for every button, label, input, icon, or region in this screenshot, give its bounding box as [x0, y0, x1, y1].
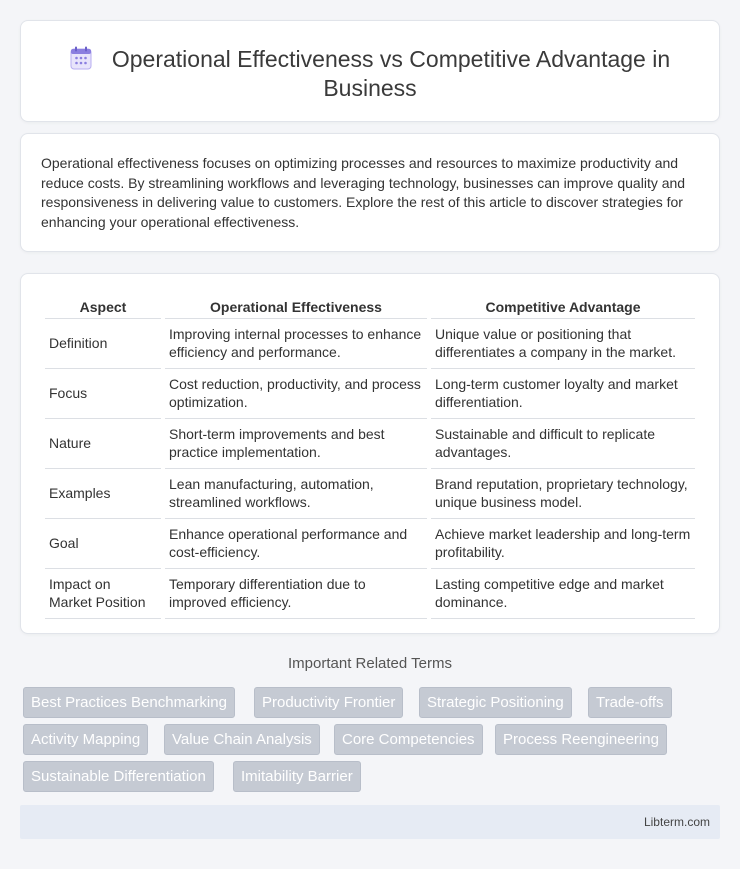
- cell-aspect: Definition: [45, 319, 161, 369]
- cell-aspect: Examples: [45, 469, 161, 519]
- comparison-table: [41, 296, 699, 619]
- cell-operational-effectiveness: Enhance operational performance and cost-efficiency.: [165, 519, 427, 569]
- intro-paragraph: Operational effectiveness focuses on optimizing processes and resources to maximize productivity and reduce costs. By streamlining workflows and leveraging technology, businesses can improve quality and responsiveness in delivering value to customers. Explore the rest of this article to discover strategies for enhancing your operational effectiveness.: [41, 155, 686, 230]
- intro-card: [20, 133, 720, 252]
- tag-trade-offs[interactable]: Trade-offs: [588, 687, 672, 718]
- related-terms-heading: Important Related Terms: [288, 655, 452, 672]
- page-title-wrap: [21, 45, 719, 103]
- cell-operational-effectiveness: Lean manufacturing, automation, streamlined workflows.: [165, 469, 427, 519]
- cell-operational-effectiveness: Short-term improvements and best practice implementation.: [165, 419, 427, 469]
- tag-process-reengineering[interactable]: Process Reengineering: [495, 724, 667, 755]
- page-title: Operational Effectiveness vs Competitive Advantage in Business: [111, 46, 671, 101]
- cell-operational-effectiveness: Improving internal processes to enhance efficiency and performance.: [165, 319, 427, 369]
- cell-competitive-advantage: Brand reputation, proprietary technology, unique business model.: [431, 469, 695, 519]
- cell-competitive-advantage: Lasting competitive edge and market dominance.: [431, 569, 695, 619]
- header-competitive-advantage: Competitive Advantage: [431, 296, 695, 319]
- cell-aspect: Focus: [45, 369, 161, 419]
- cell-operational-effectiveness: Cost reduction, productivity, and process optimization.: [165, 369, 427, 419]
- tag-productivity-frontier[interactable]: Productivity Frontier: [254, 687, 403, 718]
- comparison-table-card: [20, 273, 720, 634]
- header-card: [20, 20, 720, 122]
- footer-site-link[interactable]: Libterm.com: [643, 815, 710, 829]
- header-aspect: Aspect: [45, 296, 161, 319]
- cell-operational-effectiveness: Temporary differentiation due to improved efficiency.: [165, 569, 427, 619]
- tag-activity-mapping[interactable]: Activity Mapping: [23, 724, 148, 755]
- table-row: [45, 519, 695, 569]
- tag-best-practices-benchmarking[interactable]: Best Practices Benchmarking: [23, 687, 235, 718]
- tag-core-competencies[interactable]: Core Competencies: [334, 724, 483, 755]
- header-operational-effectiveness: Operational Effectiveness: [165, 296, 427, 319]
- cell-aspect: Goal: [45, 519, 161, 569]
- table-row: [45, 469, 695, 519]
- table-row: [45, 569, 695, 619]
- tag-strategic-positioning[interactable]: Strategic Positioning: [419, 687, 572, 718]
- cell-competitive-advantage: Unique value or positioning that differentiates a company in the market.: [431, 319, 695, 369]
- tag-value-chain-analysis[interactable]: Value Chain Analysis: [164, 724, 320, 755]
- table-row: [45, 419, 695, 469]
- cell-aspect: Nature: [45, 419, 161, 469]
- calendar-icon: [70, 46, 92, 70]
- cell-competitive-advantage: Sustainable and difficult to replicate advantages.: [431, 419, 695, 469]
- tag-imitability-barrier[interactable]: Imitability Barrier: [233, 761, 361, 792]
- table-row: [45, 369, 695, 419]
- table-row: [45, 319, 695, 369]
- footer: [20, 805, 720, 839]
- cell-competitive-advantage: Long-term customer loyalty and market differentiation.: [431, 369, 695, 419]
- cell-competitive-advantage: Achieve market leadership and long-term profitability.: [431, 519, 695, 569]
- tag-sustainable-differentiation[interactable]: Sustainable Differentiation: [23, 761, 214, 792]
- cell-aspect: Impact on Market Position: [45, 569, 161, 619]
- table-header-row: [45, 296, 695, 319]
